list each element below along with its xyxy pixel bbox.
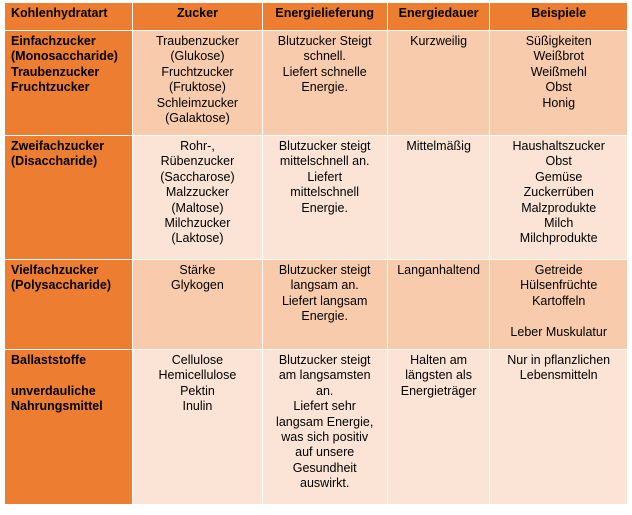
cell-duration (387, 260, 490, 350)
header-kohlenhydratart: Kohlenhydratart (5, 3, 133, 31)
cell-type (5, 260, 133, 350)
cell-line: Zweifachzucker (11, 139, 105, 153)
cell-line: Malzzucker (165, 185, 230, 200)
cell-sugars (133, 31, 262, 136)
cell-type (5, 350, 133, 505)
cell-line: mittelschnell an. (279, 154, 370, 169)
cell-line: Weißbrot (533, 49, 584, 64)
cell-energy (262, 136, 387, 260)
cell-line: Milch (544, 216, 574, 231)
cell-examples (490, 260, 628, 350)
cell-line: Obst (545, 154, 572, 169)
cell-line: Glykogen (171, 278, 224, 293)
cell-line: Inulin (182, 399, 213, 414)
cell-line: Obst (545, 80, 572, 95)
cell-line: Blutzucker Steigt (277, 34, 372, 48)
cell-line: unverdauliche (11, 383, 96, 398)
cell-line: Nur in pflanzlichen (507, 353, 611, 367)
cell-line: längsten als (405, 368, 472, 383)
cell-line: Liefert schnelle (282, 64, 367, 79)
cell-line: Blutzucker steigt (278, 353, 371, 367)
cell-line: (Maltose) (171, 200, 224, 215)
cell-line: Milchzucker (164, 216, 231, 231)
cell-line: Traubenzucker (155, 34, 239, 48)
cell-line: Langanhaltend (397, 263, 480, 277)
cell-line: (Galaktose) (165, 111, 230, 126)
cell-line: Malzprodukte (521, 200, 597, 215)
cell-duration (387, 350, 490, 505)
cell-examples (490, 350, 628, 505)
cell-line: Energie. (301, 309, 348, 324)
cell-line: Rohr-, (180, 139, 215, 153)
cell-line: Stärke (179, 263, 216, 277)
cell-line: Traubenzucker (11, 64, 100, 79)
cell-line: (Disaccharide) (11, 154, 98, 169)
cell-line: (Saccharose) (160, 169, 235, 184)
cell-line: Rübenzucker (160, 154, 235, 169)
table-row (5, 350, 628, 505)
carbohydrate-table (4, 2, 628, 505)
cell-examples (490, 31, 628, 136)
header-energiedauer: Energiedauer (387, 3, 490, 31)
header-zucker: Zucker (133, 3, 262, 31)
table-row (5, 136, 628, 260)
cell-sugars (133, 260, 262, 350)
cell-line: Haushaltszucker (512, 139, 605, 153)
cell-examples (490, 136, 628, 260)
cell-line: Lebensmitteln (519, 368, 598, 383)
cell-line: Süßigkeiten (525, 34, 592, 48)
cell-line: Hülsenfrüchte (520, 278, 598, 293)
cell-line: Mittelmäßig (406, 139, 471, 153)
cell-line: (Laktose) (171, 231, 224, 246)
cell-line: (Polysaccharide) (11, 278, 112, 293)
cell-line: Energie. (301, 80, 348, 95)
cell-line: Zuckerrüben (523, 185, 594, 200)
cell-line: am langsamsten (278, 368, 371, 383)
cell-energy (262, 31, 387, 136)
cell-line: Pektin (180, 383, 215, 398)
cell-line: (Fruktose) (168, 80, 226, 95)
cell-sugars (133, 136, 262, 260)
cell-line: Kurzweilig (410, 34, 468, 48)
cell-line: Honig (542, 95, 576, 110)
cell-line: langsam an. (290, 278, 359, 293)
cell-line: (Monosaccharide) (11, 49, 118, 64)
cell-line: Halten am (410, 353, 468, 367)
header-energielieferung: Energielieferung (262, 3, 387, 31)
cell-duration (387, 136, 490, 260)
cell-line: Hemicellulose (158, 368, 237, 383)
cell-line: Getreide (534, 263, 583, 277)
cell-duration (387, 31, 490, 136)
cell-line: Liefert sehr (293, 399, 356, 414)
cell-line: Blutzucker steigt (278, 263, 371, 277)
cell-line: Liefert (307, 169, 343, 184)
cell-line: Gemüse (535, 169, 583, 184)
cell-line: Kartoffeln (532, 293, 586, 308)
cell-line: Milchprodukte (519, 231, 598, 246)
cell-line (496, 309, 621, 324)
cell-energy (262, 260, 387, 350)
cell-line: langsam Energie, (276, 414, 374, 429)
table-row (5, 31, 628, 136)
header-row (5, 3, 628, 31)
cell-line: mittelschnell (290, 185, 360, 200)
cell-line: Weißmehl (530, 64, 587, 79)
cell-line: Schleimzucker (156, 95, 239, 110)
cell-line: Liefert langsam (281, 293, 368, 308)
cell-line: Vielfachzucker (11, 263, 99, 277)
header-beispiele: Beispiele (490, 3, 628, 31)
cell-line: (Glukose) (170, 49, 225, 64)
cell-sugars (133, 350, 262, 505)
cell-line: was sich positiv (281, 430, 369, 445)
cell-line: schnell. (303, 49, 346, 64)
cell-line: Energie. (301, 200, 348, 215)
cell-line: auswirkt. (300, 476, 350, 491)
cell-line: Fruchtzucker (161, 64, 234, 79)
cell-line: an. (316, 383, 334, 398)
cell-line: Cellulose (171, 353, 224, 367)
cell-line: Fruchtzucker (11, 80, 90, 95)
cell-line: Leber Muskulatur (510, 324, 607, 339)
cell-line: Gesundheit (292, 460, 357, 475)
cell-line: Ballaststoffe (11, 353, 87, 367)
cell-line: Einfachzucker (11, 34, 96, 48)
cell-line: Blutzucker steigt (278, 139, 371, 153)
table-row (5, 260, 628, 350)
cell-line: Energieträger (400, 383, 477, 398)
cell-type (5, 136, 133, 260)
cell-line: Nahrungsmittel (11, 399, 103, 414)
cell-type (5, 31, 133, 136)
cell-line (11, 368, 126, 383)
cell-energy (262, 350, 387, 505)
cell-line: auf unsere (295, 445, 355, 460)
